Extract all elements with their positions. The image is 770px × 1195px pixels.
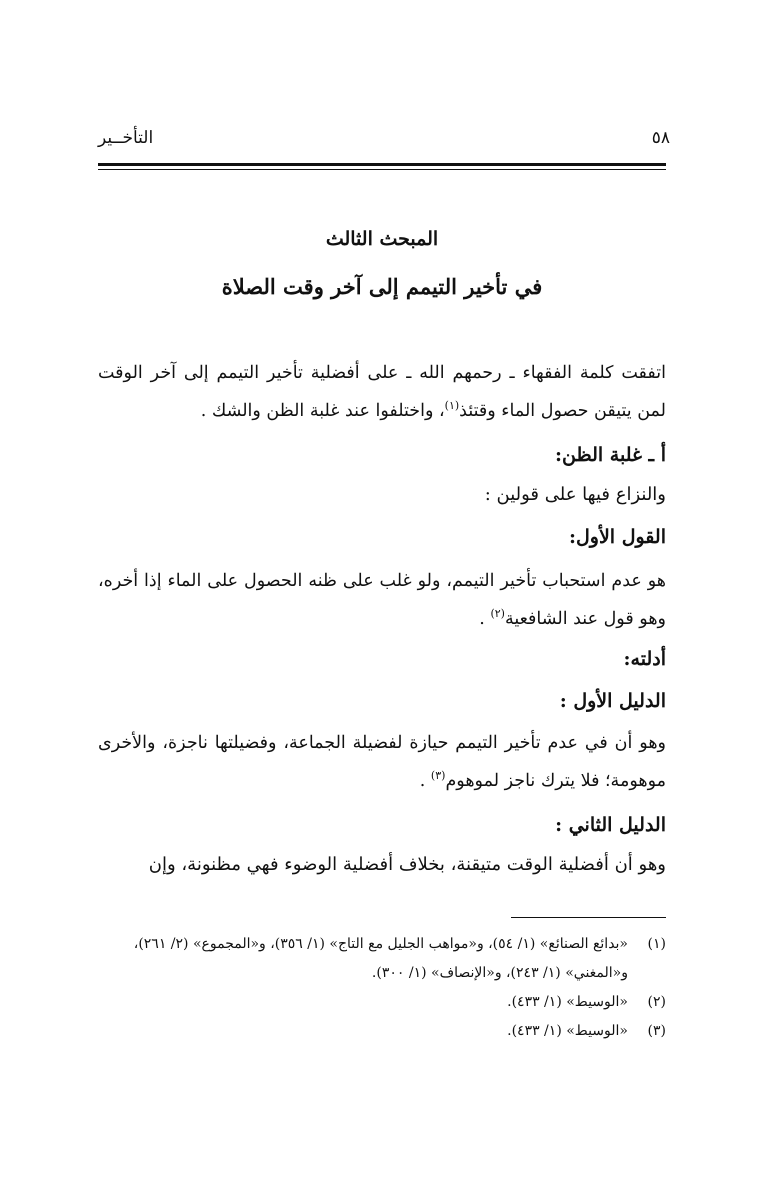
first-opinion-text-b: . bbox=[479, 609, 491, 629]
footnote-text: «الوسيط» (١/ ٤٣٣). bbox=[507, 1023, 628, 1039]
first-evidence-paragraph bbox=[98, 724, 666, 800]
header-rule-thin bbox=[98, 169, 666, 170]
footnote-ref-1[interactable]: (١) bbox=[444, 399, 460, 413]
footnote-ref-3[interactable]: (٣) bbox=[430, 769, 446, 783]
footnote-text: «بدائع الصنائع» (١/ ٥٤)، و«مواهب الجليل مع التاج» (١/ ٣٥٦)، و«المجموع» (٢/ ٢٦١)، و«المغني» (١/ ٢٤٣)، و«الإنصاف» (١/ ٣٠٠). bbox=[133, 936, 628, 981]
sub-heading-a: أ ـ غلبة الظن: bbox=[555, 444, 666, 466]
second-evidence-heading: الدليل الثاني : bbox=[555, 814, 666, 836]
footnote-item bbox=[98, 1017, 666, 1046]
footnote-number: (٢) bbox=[647, 994, 666, 1010]
first-evidence-text-a: وهو أن في عدم تأخير التيمم حيازة لفضيلة الجماعة، وفضيلتها ناجزة، والأخرى موهومة؛ فلا يترك ناجز لموهوم bbox=[98, 733, 666, 791]
header-rule bbox=[98, 163, 666, 166]
first-opinion-text-a: هو عدم استحباب تأخير التيمم، ولو غلب على ظنه الحصول على الماء إذا أخره، وهو قول عند الشافعية bbox=[98, 571, 666, 629]
section-title: المبحث الثالث bbox=[325, 228, 439, 250]
footnote-ref-2[interactable]: (٢) bbox=[490, 607, 505, 621]
footnote-item bbox=[98, 988, 666, 1017]
second-evidence-text: وهو أن أفضلية الوقت متيقنة، بخلاف أفضلية الوضوء فهي مظنونة، وإن bbox=[148, 854, 666, 875]
page-number: ٥٨ bbox=[651, 128, 670, 148]
intro-paragraph bbox=[98, 354, 666, 430]
footnote-rule bbox=[511, 917, 666, 918]
first-opinion-paragraph bbox=[98, 562, 666, 638]
running-title: التأخــير bbox=[98, 128, 154, 148]
evidence-heading: أدلته: bbox=[623, 648, 666, 670]
footnote-number: (٣) bbox=[647, 1023, 666, 1039]
section-subtitle: في تأخير التيمم إلى آخر وقت الصلاة bbox=[221, 274, 543, 299]
first-opinion-heading: القول الأول: bbox=[568, 526, 666, 548]
footnote-item bbox=[98, 930, 666, 988]
first-evidence-text-b: . bbox=[419, 771, 431, 791]
intro-text-a: اتفقت كلمة الفقهاء ـ رحمهم الله ـ على أفضلية تأخير التيمم إلى آخر الوقت لمن يتيقن حصول الماء وقتئذ bbox=[98, 363, 666, 421]
footnotes bbox=[98, 930, 666, 1046]
intro-text-b: ، واختلفوا عند غلبة الظن والشك . bbox=[200, 401, 445, 421]
first-evidence-heading: الدليل الأول : bbox=[559, 690, 666, 712]
sub-a-text: والنزاع فيها على قولين : bbox=[484, 484, 666, 505]
footnote-number: (١) bbox=[647, 936, 666, 952]
footnote-text: «الوسيط» (١/ ٤٣٣). bbox=[507, 994, 628, 1010]
